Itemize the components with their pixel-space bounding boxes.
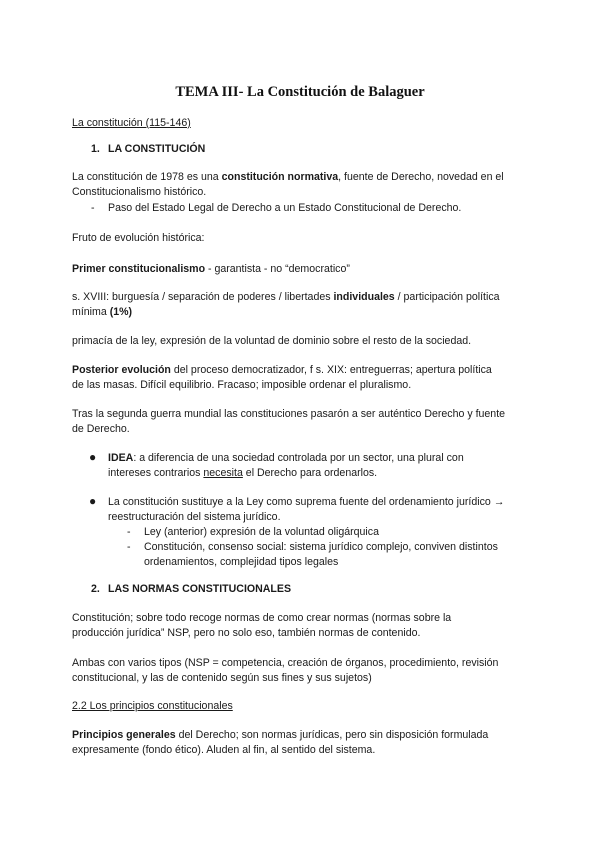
- bold-span: Principios generales: [72, 729, 176, 741]
- dash-marker: -: [91, 202, 95, 214]
- paragraph-5: primacía de la ley, expresión de la voluntad de dominio sobre el resto de la sociedad.: [72, 335, 472, 347]
- paragraph-3: [72, 262, 350, 276]
- paragraph-2: Fruto de evolución histórica:: [72, 232, 205, 244]
- section2-number: 2.: [91, 583, 100, 595]
- paragraph-6-line2: de las masas. Difícil equilibrio. Fracaso; imposible ordenar el pluralismo.: [72, 379, 412, 391]
- text-span: La constitución de 1978 es una: [72, 171, 222, 183]
- paragraph-1-line1: [72, 170, 504, 184]
- sub-item-2-line2: ordenamientos, complejidad tipos legales: [144, 556, 339, 568]
- paragraph-4-line1: [72, 290, 500, 304]
- section2-title: LAS NORMAS CONSTITUCIONALES: [108, 583, 292, 595]
- document-title: TEMA III- La Constitución de Balaguer: [175, 84, 425, 100]
- text-span: , fuente de Derecho, novedad en el: [338, 171, 504, 183]
- bold-span: Primer constitucionalismo: [72, 263, 206, 275]
- s2-paragraph-2-line2: constitucional, y las de contenido según sus fines y sus sujetos): [72, 672, 372, 684]
- bold-span: individuales: [333, 291, 395, 303]
- subsection-heading: 2.2 Los principios constitucionales: [72, 700, 233, 712]
- text-span: mínima: [72, 306, 110, 318]
- dash-marker: -: [127, 526, 131, 538]
- bullet-1-line2: [108, 466, 377, 480]
- section1-number: 1.: [91, 143, 100, 155]
- paragraph-7-line1: Tras la segunda guerra mundial las constituciones pasarón a ser auténtico Derecho y fuente: [72, 408, 506, 420]
- dash-item-1: Paso del Estado Legal de Derecho a un Estado Constitucional de Derecho.: [108, 202, 462, 214]
- s2-paragraph-3-line2: expresamente (fondo ético). Aluden al fin, al sentido del sistema.: [72, 744, 376, 756]
- paragraph-6-line1: [72, 363, 492, 377]
- dash-marker: -: [127, 541, 131, 553]
- subheading: La constitución (115-146): [72, 117, 191, 129]
- bold-span: Posterior evolución: [72, 364, 171, 376]
- underlined-span: necesita: [203, 467, 243, 479]
- text-span: del Derecho; son normas jurídicas, pero sin disposición formulada: [175, 729, 489, 741]
- text-span: : a diferencia de una sociedad controlada por un sector, una plural con: [133, 452, 464, 464]
- text-span: intereses contrarios: [108, 467, 204, 479]
- paragraph-1-line2: Constitucionalismo histórico.: [72, 186, 207, 198]
- text-span: el Derecho para ordenarlos.: [242, 467, 378, 479]
- sub-item-2-line1: Constitución, consenso social: sistema jurídico complejo, conviven distintos: [144, 541, 498, 553]
- sub-item-1: Ley (anterior) expresión de la voluntad oligárquica: [144, 526, 379, 538]
- text-span: del proceso democratizador, f s. XIX: entreguerras; apertura política: [170, 364, 492, 376]
- section1-title: LA CONSTITUCIÓN: [108, 143, 206, 155]
- s2-paragraph-1-line2: producción jurídica” NSP, pero no solo eso, también normas de contenido.: [72, 627, 421, 639]
- text-span: s. XVIII: burguesía / separación de poderes / libertades: [72, 291, 334, 303]
- paragraph-4-line2: [72, 305, 132, 319]
- bold-span: (1%): [109, 306, 133, 318]
- bullet-marker: ●: [89, 494, 97, 508]
- s2-paragraph-1-line1: Constitución; sobre todo recoge normas de como crear normas (normas sobre la: [72, 612, 452, 624]
- bold-span: constitución normativa: [221, 171, 339, 183]
- text-span: - garantista - no “democratico”: [205, 263, 350, 275]
- text-span: / participación política: [394, 291, 500, 303]
- bullet-2-line1: La constitución sustituye a la Ley como suprema fuente del ordenamiento jurídico →: [108, 496, 505, 508]
- bold-span: IDEA: [108, 452, 134, 464]
- bullet-2-line2: reestructuración del sistema jurídico.: [108, 511, 281, 523]
- s2-paragraph-3-line1: [72, 728, 488, 742]
- bullet-1-line1: [108, 451, 464, 465]
- s2-paragraph-2-line1: Ambas con varios tipos (NSP = competencia, creación de órganos, procedimiento, revisión: [72, 657, 499, 669]
- bullet-marker: ●: [89, 450, 97, 464]
- paragraph-7-line2: de Derecho.: [72, 423, 130, 435]
